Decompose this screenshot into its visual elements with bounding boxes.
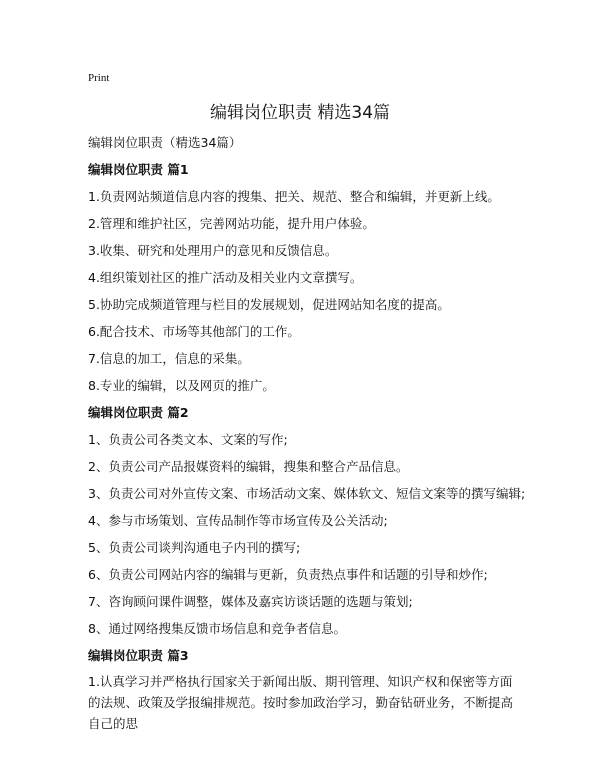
list-item: 6.配合技术、市场等其他部门的工作。 (88, 324, 300, 339)
list-item: 2、负责公司产品报媒资料的编辑，搜集和整合产品信息。 (88, 459, 409, 474)
section-heading: 编辑岗位职责 篇1 (88, 162, 189, 177)
list-item: 8.专业的编辑，以及网页的推广。 (88, 378, 275, 393)
list-item: 5.协助完成频道管理与栏目的发展规划，促进网站知名度的提高。 (88, 297, 450, 312)
subtitle: 编辑岗位职责（精选34篇） (88, 135, 242, 150)
list-item: 1、负责公司各类文本、文案的写作; (88, 432, 288, 447)
list-item: 4、参与市场策划、宣传品制作等市场宣传及公关活动; (88, 513, 388, 528)
list-item: 4.组织策划社区的推广活动及相关业内文章撰写。 (88, 270, 363, 285)
list-item: 7.信息的加工，信息的采集。 (88, 351, 250, 366)
list-item: 7、咨询顾问课件调整，媒体及嘉宾访谈话题的选题与策划; (88, 594, 413, 609)
list-item: 1.负责网站频道信息内容的搜集、把关、规范、整合和编辑，并更新上线。 (88, 189, 500, 204)
list-item: 1.认真学习并严格执行国家关于新闻出版、期刊管理、知识产权和保密等方面的法规、政策及学报编排规范。按时参加政治学习，勤奋钻研业务，不断提高自己的思 (88, 674, 514, 731)
list-item: 5、负责公司谈判沟通电子内刊的撰写; (88, 540, 301, 555)
list-item: 3、负责公司对外宣传文案、市场活动文案、媒体软文、短信文案等的撰写编辑; (88, 486, 526, 501)
list-item: 3.收集、研究和处理用户的意见和反馈信息。 (88, 243, 338, 258)
list-item: 8、通过网络搜集反馈市场信息和竞争者信息。 (88, 621, 346, 636)
print-label: Print (88, 72, 110, 84)
list-item: 2.管理和维护社区，完善网站功能，提升用户体验。 (88, 216, 375, 231)
page-title: 编辑岗位职责 精选34篇 (209, 103, 391, 123)
section-heading: 编辑岗位职责 篇3 (88, 648, 189, 663)
list-item: 6、负责公司网站内容的编辑与更新，负责热点事件和话题的引导和炒作; (88, 567, 488, 582)
section-heading: 编辑岗位职责 篇2 (88, 405, 189, 420)
